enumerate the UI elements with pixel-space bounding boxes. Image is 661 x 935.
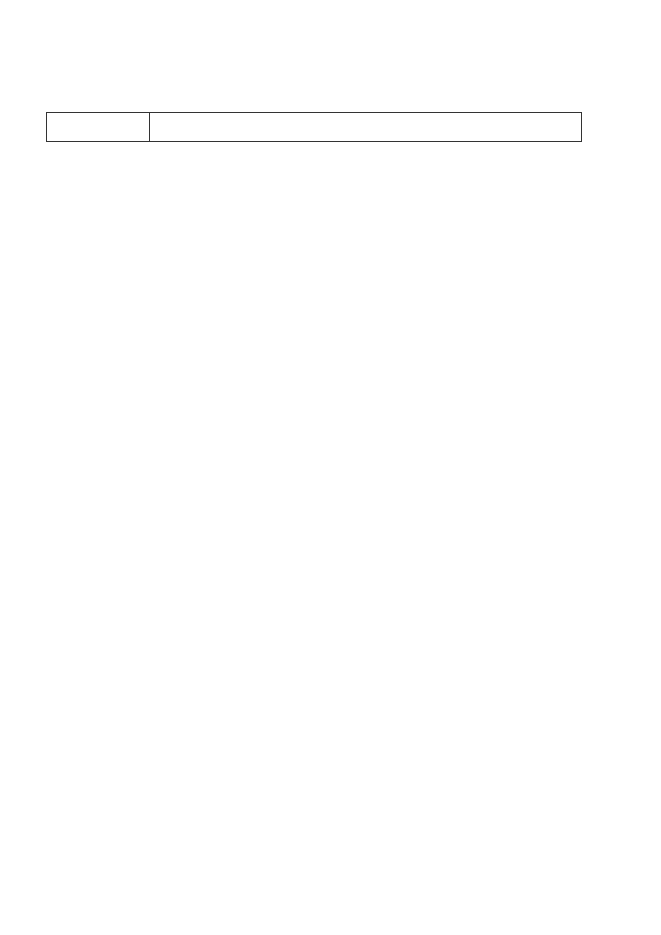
table-header-row: [47, 113, 582, 142]
checklist-column-header: [150, 113, 582, 142]
state-column-header: [47, 113, 150, 142]
team-checklist-table: [46, 112, 582, 142]
